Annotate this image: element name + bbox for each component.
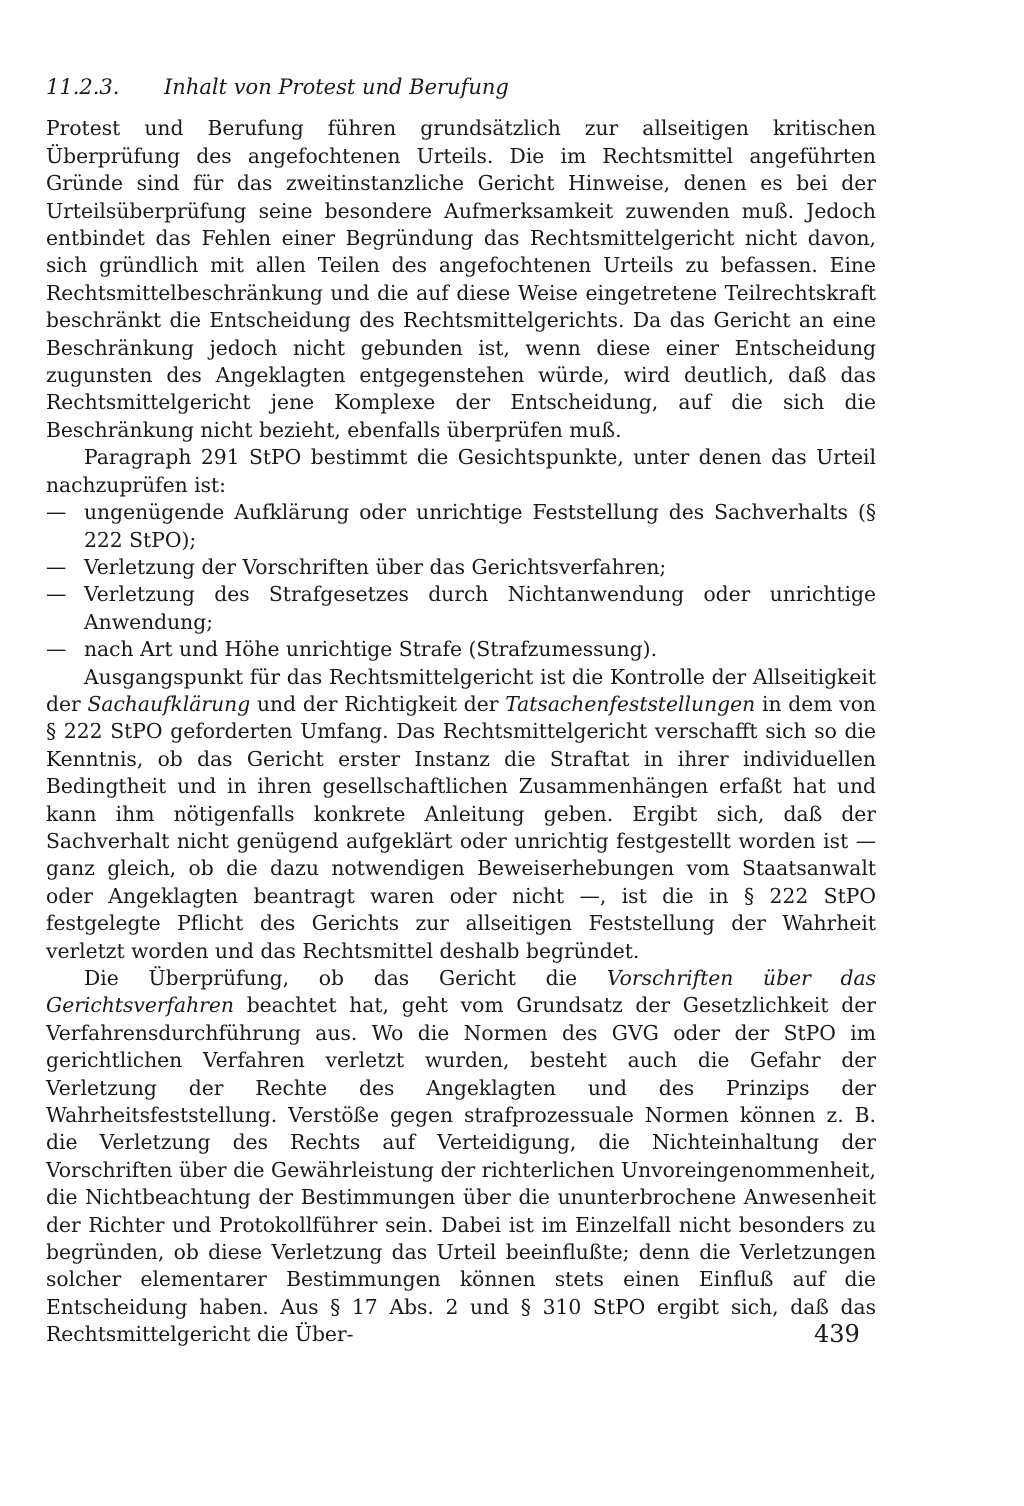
paragraph-4-text-a: Die Überprüfung, ob das Gericht die bbox=[84, 966, 607, 990]
paragraph-3-text-b: und der Richtigkeit der bbox=[250, 691, 506, 716]
review-criteria-list bbox=[46, 499, 876, 663]
paragraph-1: Protest und Berufung führen grundsätzlich zur allseitigen kritischen Überprüfung des angefochtenen Urteils. Die im Rechtsmittel angeführten Gründe sind für das zweitinstanzliche Gericht Hinweise, denen es bei der Urteilsüberprüfung seine besondere Aufmerksamkeit zuwenden muß. Jedoch entbindet das Fehlen einer Begründung das Rechtsmittelgericht nicht davon, sich gründlich mit allen Teilen des angefochtenen Urteils zu befassen. Eine Rechtsmittelbeschränkung und die auf diese Weise eingetretene Teilrechtskraft beschränkt die Entscheidung des Rechtsmittelgerichts. Da das Gericht an eine Beschränkung jedoch nicht gebunden ist, wenn diese einer Entscheidung zugunsten des Angeklagten entgegenstehen würde, wird deutlich, daß das Rechtsmittelgericht jene Komplexe der Entscheidung, auf die sich die Beschränkung nicht bezieht, ebenfalls überprüfen muß. bbox=[46, 116, 876, 442]
section-title: Inhalt von Protest und Berufung bbox=[164, 75, 509, 99]
list-item bbox=[46, 499, 876, 554]
list-item bbox=[46, 636, 876, 663]
paragraph-3-text-c: in dem von § 222 StPO geforderten Umfang. Das Rechtsmittelgericht verschafft sich so die Kenntnis, ob das Gericht erster Instanz die Straftat in ihrer individuellen Bedingtheit und in ihren gesellschaftlichen Zusammenhängen erfaßt hat und kann ihm nötigenfalls konkrete Anleitung geben. Ergibt sich, daß der Sachverhalt nicht genügend aufgeklärt oder unrichtig festgestellt worden ist — ganz gleich, ob die dazu notwendigen Beweiserhebungen vom Staatsanwalt oder Angeklagten beantragt waren oder nicht —, ist die in § 222 StPO festgelegte Pflicht des Gerichts zur allseitigen Feststellung der Wahrheit verletzt worden und das Rechtsmittel deshalb begründet. bbox=[46, 691, 876, 963]
page-number: 439 bbox=[814, 1320, 860, 1348]
emphasis-sachaufklaerung: Sachaufklärung bbox=[87, 691, 251, 716]
list-item-text: Verletzung der Vorschriften über das Gerichtsverfahren; bbox=[84, 554, 667, 579]
paragraph-4-text-b: beachtet hat, geht vom Grundsatz der Gesetzlichkeit der Verfahrensdurchführung aus. Wo die Normen des GVG oder der StPO im gerichtlichen Verfahren verletzt wurden, besteht auch die Gefahr der Verletzung der Rechte des Angeklagten und des Prinzips der Wahrheitsfeststellung. Verstöße gegen strafprozessuale Normen können z. B. die Verletzung des Rechts auf Verteidigung, die Nichteinhaltung der Vorschriften über die Gewährleistung der richterlichen Unvoreingenommenheit, die Nichtbeachtung der Bestimmungen über die ununterbrochene Anwesenheit der Richter und Protokollführer sein. Dabei ist im Einzelfall nicht besonders zu begründen, ob diese Verletzung das Urteil beeinflußte; denn die Verletzungen solcher elementarer Bestimmungen können stets einen Einfluß auf die Entscheidung haben. Aus § 17 Abs. 2 und § 310 StPO ergibt sich, daß das Rechtsmittelgericht die Über- bbox=[46, 993, 876, 1347]
list-item bbox=[46, 554, 876, 581]
list-item-text: nach Art und Höhe unrichtige Strafe (Strafzumessung). bbox=[84, 637, 658, 662]
list-item-text: Verletzung des Strafgesetzes durch Nichtanwendung oder unrichtige Anwendung; bbox=[84, 582, 876, 634]
paragraph-3 bbox=[46, 664, 876, 965]
section-number: 11.2.3. bbox=[46, 75, 120, 99]
paragraph-3-text-a: Ausgangspunkt für das Rechtsmittelgericht ist die Kontrolle der Allseitigkeit der bbox=[46, 664, 876, 716]
page-body bbox=[46, 74, 876, 1349]
list-dash: — bbox=[46, 637, 67, 662]
section-heading bbox=[46, 74, 876, 101]
list-dash: — bbox=[46, 500, 67, 525]
emphasis-tatsachenfeststellungen: Tatsachenfeststellungen bbox=[505, 691, 756, 716]
list-dash: — bbox=[46, 582, 67, 607]
paragraph-2: Paragraph 291 StPO bestimmt die Gesichtspunkte, unter denen das Urteil nachzuprüfen ist: bbox=[46, 445, 876, 497]
list-item bbox=[46, 581, 876, 636]
list-dash: — bbox=[46, 554, 67, 579]
list-item-text: ungenügende Aufklärung oder unrichtige Feststellung des Sachverhalts (§ 222 StPO); bbox=[84, 500, 876, 552]
emphasis-vorschriften: Vorschriften über das Gerichtsverfahren bbox=[46, 966, 876, 1018]
paragraph-4 bbox=[46, 965, 876, 1349]
